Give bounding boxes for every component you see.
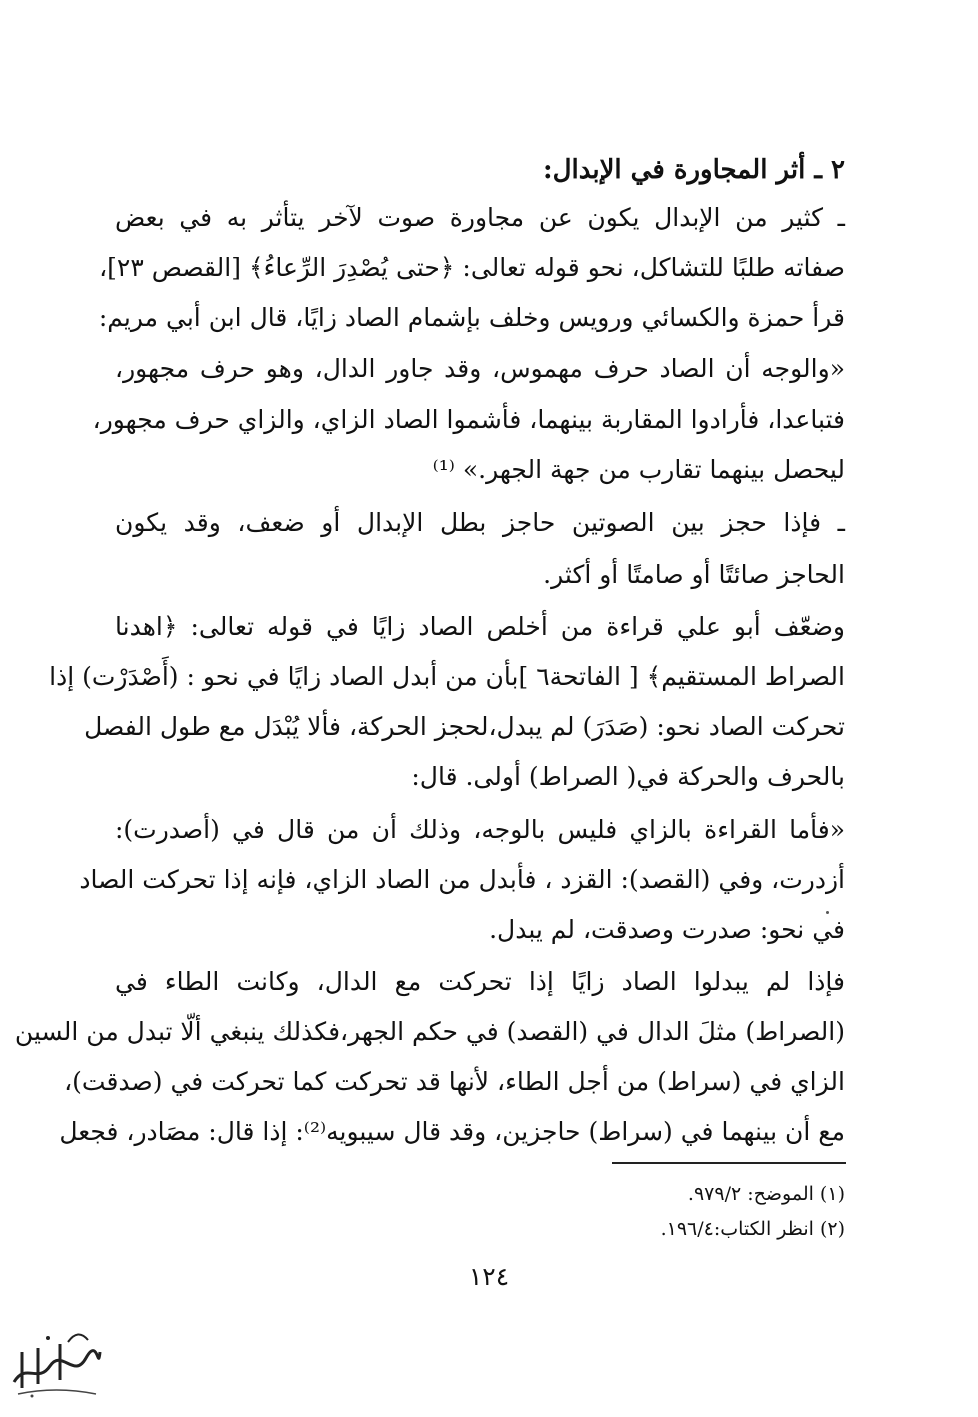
text-line: الحاجز صائتًا أو صامتًا أو أكثر. [543, 560, 845, 589]
page-number: ١٢٤ [468, 1262, 510, 1291]
ink-speck [826, 911, 829, 914]
library-stamp-logo [8, 1322, 104, 1402]
text-line: الزاي في (سراط) من أجل الطاء، لأنها قد تحركت كما تحركت في (صدقت)، [64, 1067, 845, 1096]
text-line: «فأما القراءة بالزاي فليس بالوجه، وذلك أن من قال في (أصدرت): [115, 815, 845, 844]
text-line: وضعّف أبو علي قراءة من أخلص الصاد زايًا في قوله تعالى: ﴿اهدنا [115, 612, 845, 641]
text-line: الصراط المستقيم﴾ [ الفاتحة٦ ]بأن من أبدل الصاد زايًا في نحو : (أَصْدَرْت) إذا [49, 662, 845, 691]
text-line: بالحرف والحركة في( الصراط) أولى. قال: [411, 762, 845, 791]
text-line: «والوجه أن الصاد حرف مهموس، وقد جاور الدال، وهو حرف مجهور، [115, 354, 845, 383]
text-line: ليحصل بينهما تقارب من جهة الجهر.» ⁽¹⁾ [432, 455, 845, 484]
text-line: ـ فإذا حجز بين الصوتين حاجز بطل الإبدال أو ضعف، وقد يكون [115, 508, 845, 537]
footnote-1: (١) الموضح: ٩٧٩/٢. [687, 1183, 845, 1205]
text-line: ـ كثير من الإبدال يكون عن مجاورة صوت لآخر يتأثر به في بعض [115, 203, 845, 232]
text-line: قرأ حمزة والكسائي ورويس وخلف بإشمام الصاد زايًا، قال ابن أبي مريم: [98, 303, 845, 332]
text-line: فإذا لم يبدلوا الصاد زايًا إذا تحركت مع الدال، وكانت الطاء في [115, 967, 845, 996]
text-line: تحركت الصاد نحو: (صَدَرَ) لم يبدل،لحجز الحركة، فألا يُبْدَل مع طول الفصل [84, 712, 845, 741]
text-line: في نحو: صدرت وصدقت، لم يبدل. [489, 915, 845, 944]
footnote-2: (٢) انظر الكتاب:١٩٦/٤. [660, 1218, 845, 1240]
text-line: مع أن بينهما في (سراط) حاجزين، وقد قال سيبويه⁽²⁾: إذا قال: مصَادر، فجعل [59, 1117, 845, 1146]
footnote-separator [612, 1162, 846, 1164]
text-line: صفاته طلبًا للتشاكل، نحو قوله تعالى: ﴿حتى يُصْدِرَ الرِّعاءُ﴾ [القصص ٢٣]، [99, 253, 845, 282]
section-heading: ٢ ـ أثر المجاورة في الإبدال: [542, 155, 845, 185]
text-line: (الصراط) مثلَ الدال في (القصد) في حكم الجهر،فكذلك ينبغي ألّا تبدل من السين [14, 1017, 845, 1046]
text-line: فتباعدا، فأرادوا المقاربة بينهما، فأشموا الصاد الزاي، والزاي حرف مجهور، [92, 405, 845, 434]
text-line: أزدرت، وفي (القصد): القزد ، فأبدل من الصاد الزاي، فإنه إذا تحركت الصاد [79, 865, 845, 894]
